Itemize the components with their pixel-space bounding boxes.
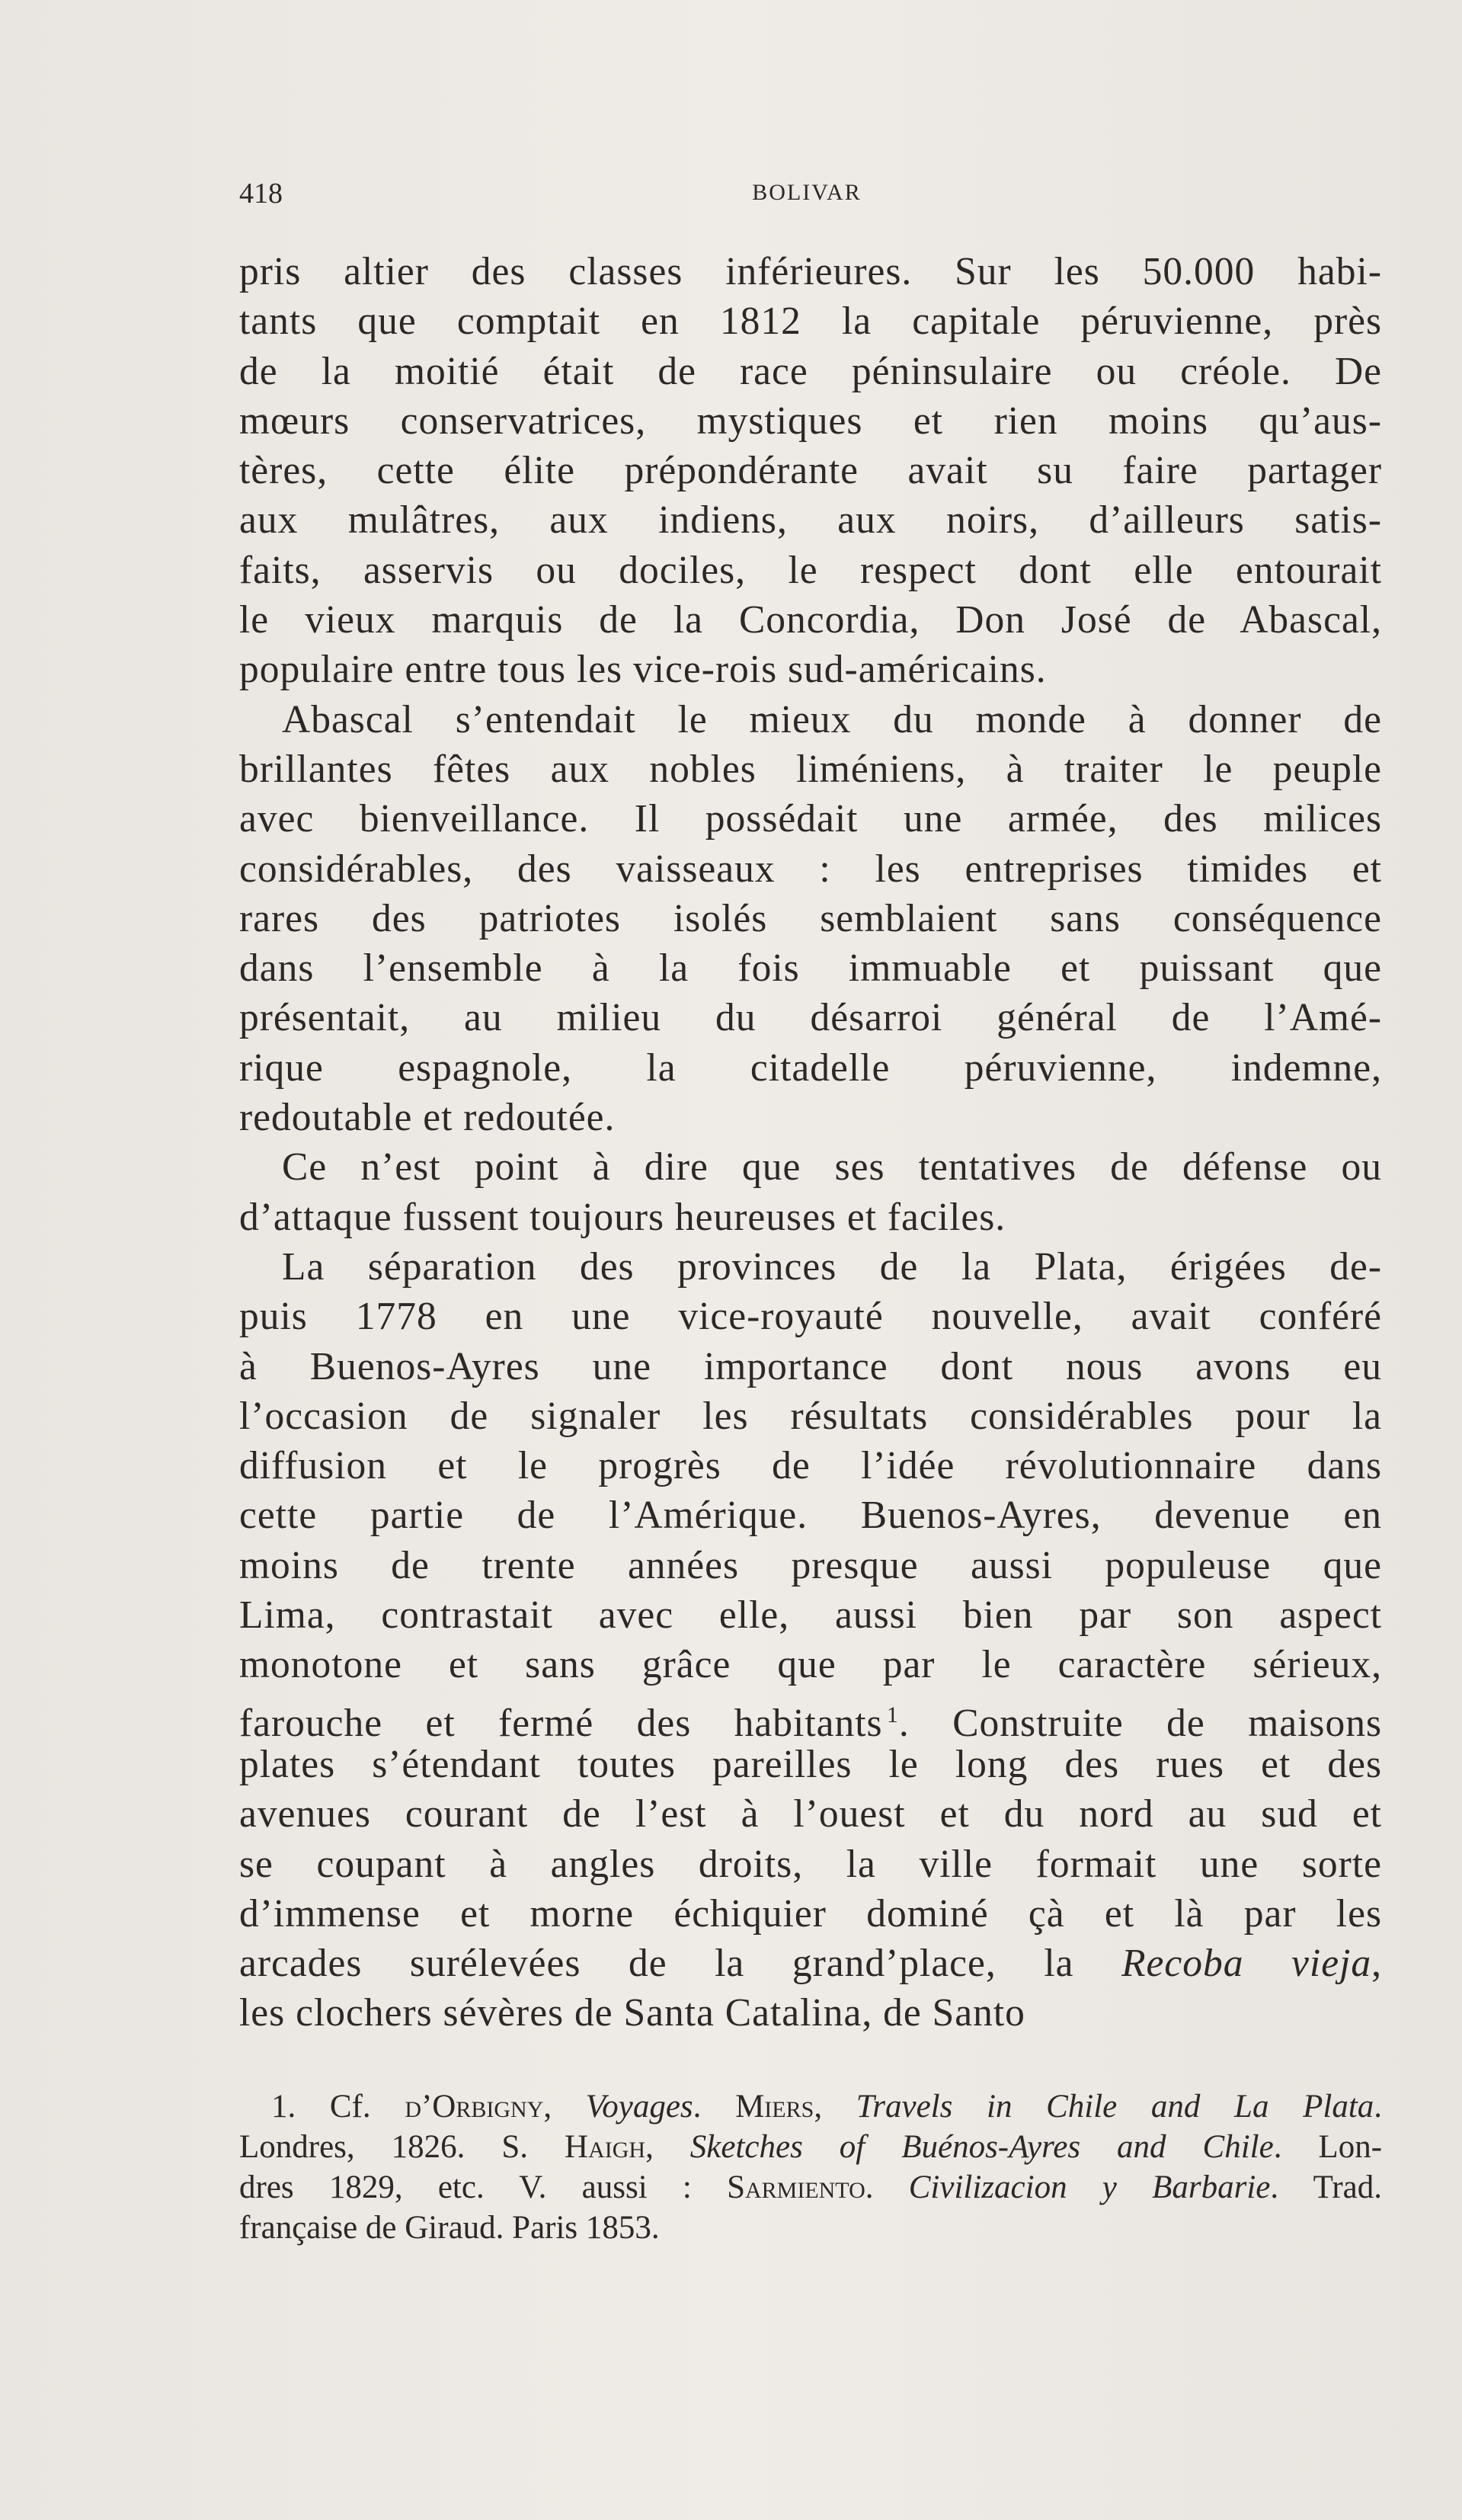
footnote-block [239, 2086, 1382, 2248]
text-line: faits, asservis ou dociles, le respect dont elle entourait [239, 548, 1382, 592]
text-line: présentait, au milieu du désarroi général de l’Amé- [239, 996, 1382, 1040]
running-header [239, 177, 1374, 215]
text-line: moins de trente années presque aussi populeuse que [239, 1543, 1382, 1587]
footnote-text: Cf. [329, 2089, 371, 2125]
text-line: Lima, contrastait avec elle, aussi bien par son aspect [239, 1593, 1382, 1638]
text-line: mœurs conservatrices, mystiques et rien moins qu’aus- [239, 399, 1382, 443]
text-line: considérables, des vaisseaux : les entreprises timides et [239, 847, 1382, 891]
text-segment: , [1371, 1942, 1383, 1986]
text-segment: . Construite de maisons [898, 1701, 1382, 1745]
book-title: Civilizacion y Barbarie [908, 2169, 1271, 2205]
text-line: le vieux marquis de la Concordia, Don José de Abascal, [239, 598, 1382, 642]
running-title: BOLIVAR [752, 180, 862, 205]
footnote-text: dres 1829, etc. V. aussi : [239, 2169, 692, 2205]
text-line: La séparation des provinces de la Plata, érigées de- [282, 1244, 1382, 1289]
text-line: diffusion et le progrès de l’idée révolutionnaire dans [239, 1444, 1382, 1488]
text-line: tères, cette élite prépondérante avait su faire partager [239, 449, 1382, 493]
footnote-number: 1. [271, 2089, 296, 2125]
text-line: brillantes fêtes aux nobles liméniens, à traiter le peuple [239, 747, 1382, 791]
book-title: Sketches of Buénos-Ayres and Chile [689, 2129, 1274, 2165]
text-line: rares des patriotes isolés semblaient sans conséquence [239, 896, 1382, 940]
text-line: l’occasion de signaler les résultats considérables pour la [239, 1394, 1382, 1438]
text-line-with-italic [239, 1939, 1382, 1988]
footnote-line: 1. Cf. d’Orbigny, Voyages. Miers, Travels in Chile and La Plata. [271, 2089, 1383, 2125]
text-line: avec bienveillance. Il possédait une armée, des milices [239, 797, 1382, 841]
text-line: redoutable et redoutée. [239, 1096, 616, 1140]
text-line: puis 1778 en une vice-royauté nouvelle, avait conféré [239, 1295, 1382, 1339]
text-line: plates s’étendant toutes pareilles le long des rues et des [239, 1742, 1382, 1786]
text-line-with-note [239, 1690, 1382, 1745]
text-line: de la moitié était de race péninsulaire ou créole. De [239, 349, 1382, 393]
text-line: monotone et sans grâce que par le caractère sérieux, [239, 1643, 1382, 1687]
footnote-ref[interactable]: 1 [886, 1702, 899, 1727]
author-name: d’Orbigny [405, 2089, 544, 2125]
text-line: avenues courant de l’est à l’ouest et du nord au sud et [239, 1792, 1382, 1836]
text-line: aux mulâtres, aux indiens, aux noirs, d’ailleurs satis- [239, 498, 1382, 543]
text-line: populaire entre tous les vice-rois sud-américains. [239, 648, 1047, 692]
footnote-text: Lon- [1318, 2129, 1383, 2165]
main-text [239, 247, 1382, 2038]
author-name: Sarmiento [727, 2169, 865, 2205]
footnote-text: Trad. [1313, 2169, 1383, 2205]
author-name: Haigh [565, 2129, 646, 2165]
text-line: pris altier des classes inférieures. Sur les 50.000 habi- [239, 250, 1382, 293]
footnote-text: Londres, 1826. S. [239, 2129, 529, 2165]
text-line: à Buenos-Ayres une importance dont nous avons eu [239, 1344, 1382, 1388]
footnote-line: Londres, 1826. S. Haigh, Sketches of Buénos-Ayres and Chile. Lon- [239, 2129, 1383, 2165]
text-line: dans l’ensemble à la fois immuable et puissant que [239, 946, 1382, 991]
text-line: cette partie de l’Amérique. Buenos-Ayres, devenue en [239, 1494, 1382, 1538]
book-title: Voyages [585, 2089, 693, 2125]
text-line: les clochers sévères de Santa Catalina, de Santo [239, 1991, 1025, 2035]
book-title: Travels in Chile and La Plata [856, 2089, 1374, 2125]
author-name: Miers [735, 2089, 814, 2125]
text-line: se coupant à angles droits, la ville formait une sorte [239, 1842, 1382, 1886]
footnote-line: française de Giraud. Paris 1853. [239, 2210, 660, 2246]
text-line: Abascal s’entendait le mieux du monde à donner de [282, 697, 1382, 741]
text-segment: arcades surélevées de la grand’place, la [239, 1942, 1074, 1986]
footnote-line: dres 1829, etc. V. aussi : Sarmiento. Civilizacion y Barbarie. Trad. [239, 2169, 1383, 2205]
text-segment: farouche et fermé des habitants [239, 1701, 883, 1745]
page-number: 418 [239, 178, 283, 210]
text-line: d’immense et morne échiquier dominé çà et là par les [239, 1891, 1382, 1936]
text-line: rique espagnole, la citadelle péruvienne, indemne, [239, 1045, 1382, 1090]
italic-term: Recoba vieja [1121, 1942, 1372, 1986]
text-line: tants que comptait en 1812 la capitale péruvienne, près [239, 299, 1382, 344]
text-line: d’attaque fussent toujours heureuses et faciles. [239, 1195, 1006, 1239]
text-line: Ce n’est point à dire que ses tentatives de défense ou [282, 1145, 1382, 1190]
